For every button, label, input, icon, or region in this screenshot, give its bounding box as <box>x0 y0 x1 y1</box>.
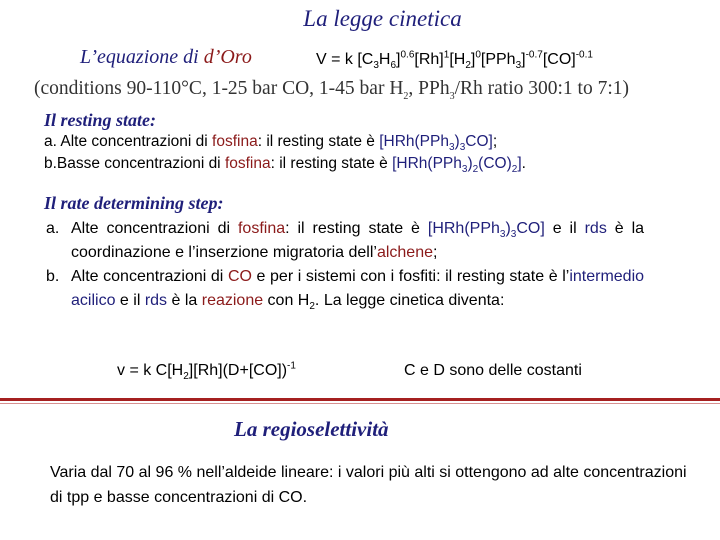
rate-formula: v = k $C[H_2][Rh](D+[CO])^{-1}$ <box>117 360 296 383</box>
rds-item-b-text: Alte concentrazioni di CO e per i sistemi con i fosfiti: il resting state è l’intermedio acilico e il rds è la reazione con $H_2$. La legge cinetica diventa: <box>71 268 645 313</box>
reaction-conditions: (conditions 90-110°C, 1-25 bar CO, 1-45 bar $H_2$, PPh$_3$/Rh ratio 300:1 to 7:1) <box>34 78 630 102</box>
resting-state-heading: Il resting state: <box>44 110 157 130</box>
equation-label-oro: d’Oro <box>203 46 252 68</box>
equation-label-prefix: L’equazione di <box>80 46 204 68</box>
rate-law: V = k $[C_3H_6]^{0.6}[Rh]^1[H_2]^0[PPh_3]^{-0.7}[CO]^{-0.1}$ <box>316 49 593 72</box>
resting-state-line-b: b.Basse concentrazioni di fosfina: il resting state è $[HRh(PPh_3)_2(CO)_2]$. <box>44 155 526 176</box>
rds-item-b-marker: b. <box>46 268 60 285</box>
section-divider-thin <box>0 403 720 404</box>
rds-list <box>46 217 644 313</box>
resting-state-line-a: a. Alte concentrazioni di fosfina: il resting state è $[HRh(PPh_3)_3CO]$; <box>44 133 498 154</box>
rds-item-a <box>46 217 644 265</box>
rds-heading: Il rate determining step: <box>44 193 224 213</box>
equation-label <box>80 46 252 69</box>
rds-item-a-marker: a. <box>46 220 60 237</box>
constants-note: C e D sono delle costanti <box>404 362 582 379</box>
section-divider <box>0 398 720 401</box>
regio-text: Varia dal 70 al 96 % nell’aldeide lineare: i valori più alti si ottengono ad alte concentrazioni di tpp e basse concentrazioni di CO. <box>50 464 687 506</box>
rds-item-a-text: Alte concentrazioni di fosfina: il resting state è $[HRh(PPh_3)_3CO]$ e il rds è la coordinazione e l’inserzione migratoria dell’alchene; <box>71 220 645 261</box>
page-title: La legge cinetica <box>303 6 462 31</box>
regio-heading: La regioselettività <box>234 417 389 441</box>
rds-item-b <box>46 265 644 313</box>
